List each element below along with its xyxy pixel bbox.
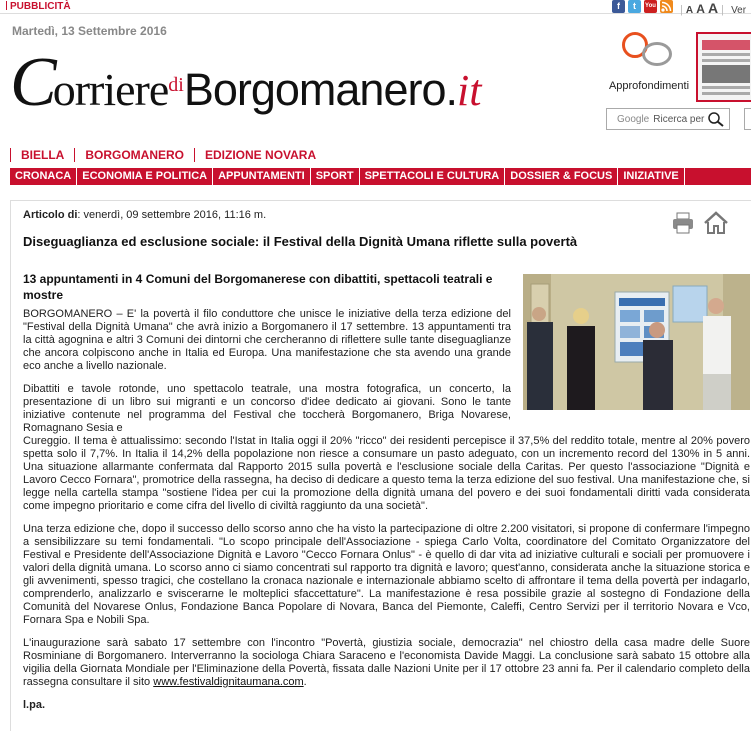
festival-website-link[interactable]: www.festivaldignitaumana.com (153, 676, 304, 688)
twitter-icon[interactable]: t (628, 0, 641, 13)
social-links (612, 0, 673, 22)
nav-appuntamenti[interactable]: APPUNTAMENTI (213, 168, 311, 185)
site-logo[interactable]: CorrierediBorgomanero.it (10, 44, 482, 121)
pubblicita-link[interactable]: PUBBLICITÀ (6, 1, 71, 12)
main-nav (10, 168, 751, 185)
article-body (23, 308, 750, 722)
article-paragraph: Dibattiti e tavole rotonde, uno spettacolo teatrale, una mostra fotografica, un concerto, la presentazione di un libro sui migranti e un concorso d'idee dedicato ai giovani. Sono le tante iniziative contenute nel programma del Festival che toccherà Borgomanero, Briga Novarese, Romagnano Sesia e (23, 383, 511, 434)
approfondimenti-link[interactable] (606, 30, 692, 92)
google-label: Google (617, 113, 650, 125)
search-button-edge[interactable] (744, 108, 751, 130)
facebook-icon[interactable]: f (612, 0, 625, 13)
font-size-medium-button[interactable]: A (696, 2, 705, 16)
nav-dossier-focus[interactable]: DOSSIER & FOCUS (505, 168, 618, 185)
version-link[interactable]: Ver (731, 5, 747, 16)
edition-nav (10, 148, 326, 162)
article-signature: l.pa. (23, 699, 46, 711)
nav-sport[interactable]: SPORT (311, 168, 360, 185)
article-subheadline: 13 appuntamenti in 4 Comuni del Borgomanerese con dibattiti, spettacoli teatrali e mostre (23, 272, 493, 302)
article (10, 200, 751, 731)
region-biella[interactable]: BIELLA (10, 148, 74, 162)
nav-iniziative[interactable]: INIZIATIVE (618, 168, 684, 185)
search-input[interactable]: Ricerca per (653, 113, 705, 125)
region-borgomanero[interactable]: BORGOMANERO (74, 148, 194, 162)
font-size-small-button[interactable]: A (685, 5, 694, 16)
home-icon[interactable] (703, 211, 729, 235)
newspaper-edition-thumbnail[interactable] (696, 32, 751, 102)
search-icon[interactable] (707, 111, 725, 127)
font-size-controls: | A A A | Ver (680, 0, 747, 16)
nav-spettacoli-cultura[interactable]: SPETTACOLI E CULTURA (360, 168, 506, 185)
article-paragraph: Una terza edizione che, dopo il successo dello scorso anno che ha visto la partecipazione di oltre 2.200 visitatori, si propone di confermare l'impegno a sensibilizzare su temi fondamentali. "Lo scopo principale dell'Associazione - spiega Carlo Volta, coordinatore del Comitato Organizzatore del Festival e Presidente dell'Associazione Dignità e Lavoro "Cecco Fornara Onlus" - è quello di dar vita ad iniziative culturali e sociali per promuovere i valori della dignità umana. Lo scorso anno ci siamo concentrati sul rapporto tra dignità e lavoro; quest'anno, considerata anche la situazione storica e gli avvenimenti, spesso tragici, che costellano la cronaca nazionale e internazionale abbiamo scelto di affrontare il tema della povertà per indagarlo, comprenderlo, analizzarlo e sviscerarne le molteplici sfaccettature". La manifestazione è resa possibile grazie al sostegno di Fondazione della Comunità del Novarese Onlus, Fondazione Banca Popolare di Novara, Banca del Piemonte, Caleffi, Centro Servizi per il territorio Novara e Vco, Fornara Spa e Nobili Spa. (23, 523, 750, 626)
top-bar (0, 0, 751, 22)
rss-icon[interactable] (660, 0, 673, 13)
article-paragraph: Cureggio. Il tema è attualissimo: secondo l'Istat in Italia oggi il 20% "ricco" dei residenti percepisce il 37,5% del reddito totale, mentre al 20% povero spetta solo il 7,7%. In Italia il 14,2% della popolazione non riesce a consumare un pasto adeguato, con un incremento record del 130% in 5 anni. Una situazione allarmante confermata dal Rapporto 2015 sulla povertà e l'esclusione sociale della Caritas. Per questo l'associazione "Dignità e Lavoro Cecco Fornara", promotrice della rassegna, ha deciso di dedicare a questo tema la terza edizione del suo festival. Una manifestazione che, si legge nella cartella stampa "sostiene l'idea per cui la promozione della dignità umana del povero e dei suoi fondamentali diritti vada considerata come impegno prioritario e come cifra del livello di civiltà raggiunto da una società". (23, 435, 750, 512)
search-box[interactable] (606, 108, 730, 130)
print-icon[interactable] (671, 211, 695, 235)
nav-cronaca[interactable]: CRONACA (10, 168, 77, 185)
article-tools (671, 211, 729, 235)
region-edizione-novara[interactable]: EDIZIONE NOVARA (194, 148, 326, 162)
article-paragraph: BORGOMANERO – E' la povertà il filo conduttore che unisce le iniziative della terza edizione del "Festival della Dignità Umana" che avrà inizio a Borgomanero il 17 settembre. 13 appuntamenti tra la città agognina e altri 3 Comuni dei dintorni che cercheranno di riflettere sulle tante diseguaglianze che ancora colpiscono anche in Italia ed Europa. Una manifestazione che sta avendo una grande eco anche a livello nazionale. (23, 308, 511, 372)
approfondimenti-label: Approfondimenti (608, 80, 690, 92)
speech-bubbles-icon (606, 30, 692, 80)
article-meta: Articolo di: venerdì, 09 settembre 2016, 11:16 m. (23, 209, 267, 221)
article-headline: Diseguaglianza ed esclusione sociale: il Festival della Dignità Umana riflette sulla povertà (23, 234, 578, 249)
nav-economia-politica[interactable]: ECONOMIA E POLITICA (77, 168, 213, 185)
article-paragraph: L'inaugurazione sarà sabato 17 settembre con l'incontro "Povertà, giustizia sociale, democrazia" nel chiostro della casa madre delle Suore Rosminiane di Borgomanero. Interverranno la sociologa Chiara Saraceno e l'economista Davide Maggi. La conclusione sarà sabato 15 ottobre alla vigilia della Giornata Mondiale per l'Eliminazione della Povertà, fissata dalle Nazioni Unite per il 17 ottobre 23 anni fa. Per il calendario completo della rassegna consultare il sito www.festivaldignitaumana.com. (23, 637, 750, 688)
current-date: Martedì, 13 Settembre 2016 (12, 24, 167, 38)
youtube-icon[interactable]: You Tube (644, 0, 657, 13)
font-size-large-button[interactable]: A (707, 0, 719, 16)
